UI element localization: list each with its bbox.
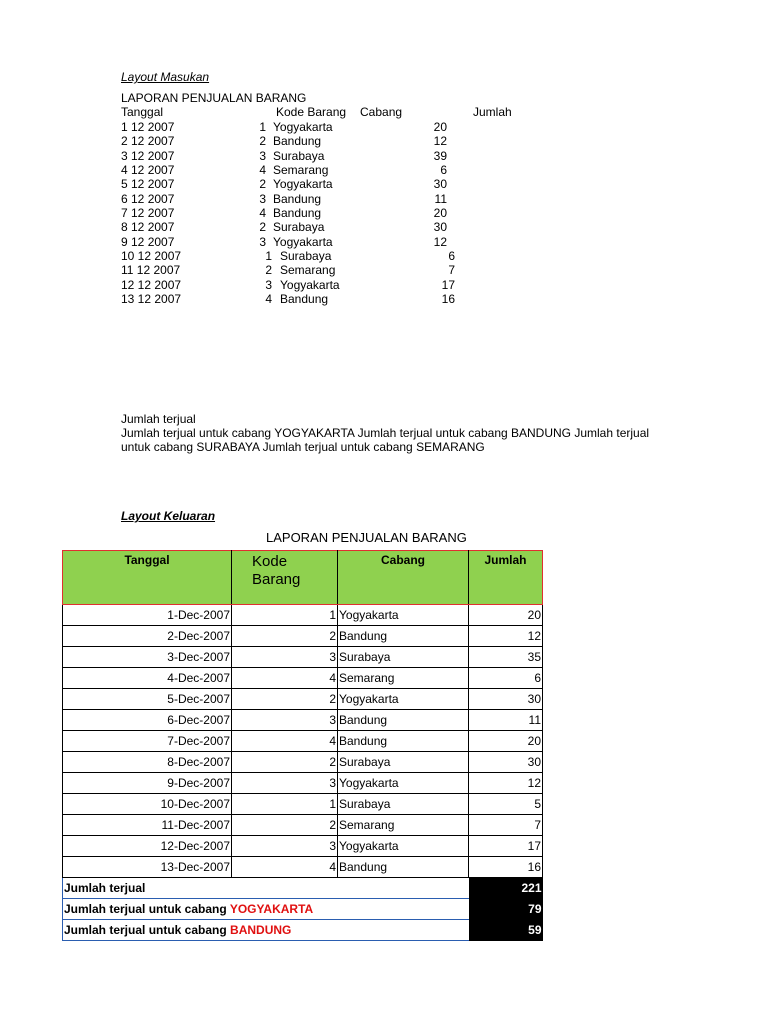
input-cell-tanggal: 6 12 2007 bbox=[121, 191, 175, 206]
input-data-row: 2 12 2007 2 Bandung 12 bbox=[121, 134, 447, 149]
table-row bbox=[63, 710, 543, 731]
input-cell-tanggal: 7 12 2007 bbox=[121, 205, 175, 220]
input-summary-line1: Jumlah terjual bbox=[121, 412, 196, 426]
input-cell-tanggal: 2 12 2007 bbox=[121, 134, 175, 149]
output-table bbox=[62, 550, 543, 941]
table-row bbox=[63, 794, 543, 815]
input-data-row: 4 12 2007 4 Semarang 6 bbox=[121, 162, 447, 177]
table-row bbox=[63, 773, 543, 794]
input-data-row: 6 12 2007 3 Bandung 11 bbox=[121, 191, 447, 206]
input-data-row: 10 12 2007 1 Surabaya 6 bbox=[121, 248, 455, 263]
table-row bbox=[63, 836, 543, 857]
cell-cabang: Surabaya bbox=[338, 647, 469, 668]
cell-tanggal: 11-Dec-2007 bbox=[63, 815, 232, 836]
summary-branch-highlight: BANDUNG bbox=[230, 923, 292, 937]
output-header-row bbox=[63, 551, 543, 605]
input-cell-cabang: Yogyakarta bbox=[273, 120, 333, 134]
input-cell-tanggal: 1 12 2007 bbox=[121, 120, 175, 134]
input-data-row: 11 12 2007 2 Semarang 7 bbox=[121, 263, 455, 278]
input-data-row: 8 12 2007 2 Surabaya 30 bbox=[121, 220, 447, 235]
cell-jumlah: 11 bbox=[469, 710, 543, 731]
input-cell-cabang: Surabaya bbox=[273, 220, 325, 235]
cell-kode: 1 bbox=[232, 794, 338, 815]
cell-cabang: Bandung bbox=[338, 857, 469, 878]
input-cell-cabang: Bandung bbox=[280, 291, 329, 306]
input-cell-tanggal: 13 12 2007 bbox=[121, 291, 182, 306]
cell-cabang: Bandung bbox=[338, 626, 469, 647]
table-row bbox=[63, 626, 543, 647]
cell-jumlah: 16 bbox=[469, 857, 543, 878]
input-summary-line3: untuk cabang SURABAYA Jumlah terjual untuk cabang SEMARANG bbox=[121, 440, 485, 454]
cell-jumlah: 17 bbox=[469, 836, 543, 857]
input-cell-tanggal: 10 12 2007 bbox=[121, 248, 182, 263]
summary-label bbox=[63, 878, 469, 899]
input-data-row: 9 12 2007 3 Yogyakarta 12 bbox=[121, 234, 447, 249]
cell-tanggal: 5-Dec-2007 bbox=[63, 689, 232, 710]
input-report-title: LAPORAN PENJUALAN BARANG bbox=[121, 91, 307, 105]
cell-jumlah: 20 bbox=[469, 605, 543, 626]
cell-kode: 2 bbox=[232, 752, 338, 773]
table-row bbox=[63, 689, 543, 710]
cell-cabang: Yogyakarta bbox=[338, 836, 469, 857]
cell-jumlah: 5 bbox=[469, 794, 543, 815]
input-header-cabang: Cabang bbox=[360, 105, 403, 119]
cell-jumlah: 30 bbox=[469, 689, 543, 710]
cell-tanggal: 13-Dec-2007 bbox=[63, 857, 232, 878]
table-row bbox=[63, 647, 543, 668]
output-header-kode bbox=[232, 551, 338, 605]
output-header-cabang: Cabang bbox=[338, 551, 469, 605]
cell-tanggal: 12-Dec-2007 bbox=[63, 836, 232, 857]
summary-label bbox=[63, 920, 469, 941]
table-row bbox=[63, 857, 543, 878]
input-data-row: 1 12 2007 1 Yogyakarta 20 bbox=[121, 120, 447, 134]
output-layout-heading: Layout Keluaran bbox=[121, 509, 216, 523]
table-row bbox=[63, 752, 543, 773]
table-row bbox=[63, 605, 543, 626]
cell-tanggal: 6-Dec-2007 bbox=[63, 710, 232, 731]
input-cell-cabang: Bandung bbox=[273, 191, 322, 206]
cell-tanggal: 3-Dec-2007 bbox=[63, 647, 232, 668]
output-report-title: LAPORAN PENJUALAN BARANG bbox=[266, 530, 467, 545]
summary-label-text: Jumlah terjual bbox=[64, 881, 146, 895]
summary-label-text: Jumlah terjual untuk cabang bbox=[64, 902, 230, 916]
cell-tanggal: 1-Dec-2007 bbox=[63, 605, 232, 626]
input-cell-tanggal: 5 12 2007 bbox=[121, 177, 175, 192]
summary-value: 221 bbox=[469, 878, 543, 899]
summary-row bbox=[63, 878, 543, 899]
cell-cabang: Yogyakarta bbox=[338, 773, 469, 794]
cell-kode: 4 bbox=[232, 731, 338, 752]
cell-cabang: Yogyakarta bbox=[338, 689, 469, 710]
cell-jumlah: 7 bbox=[469, 815, 543, 836]
input-header-kode: Kode Barang bbox=[276, 105, 347, 119]
output-table-body bbox=[63, 605, 543, 941]
input-data-row: 3 12 2007 3 Surabaya 39 bbox=[121, 148, 447, 163]
input-cell-tanggal: 4 12 2007 bbox=[121, 162, 175, 177]
cell-tanggal: 8-Dec-2007 bbox=[63, 752, 232, 773]
cell-kode: 3 bbox=[232, 647, 338, 668]
output-header-tanggal: Tanggal bbox=[63, 551, 232, 605]
summary-value: 79 bbox=[469, 899, 543, 920]
input-data-row: 7 12 2007 4 Bandung 20 bbox=[121, 205, 447, 220]
summary-row bbox=[63, 899, 543, 920]
output-header-kode-text: Kode Barang bbox=[252, 553, 301, 588]
summary-label-text: Jumlah terjual untuk cabang bbox=[64, 923, 231, 937]
input-cell-cabang: Yogyakarta bbox=[273, 177, 333, 192]
cell-tanggal: 2-Dec-2007 bbox=[63, 626, 232, 647]
input-data-row: 12 12 2007 3 Yogyakarta 17 bbox=[121, 277, 455, 292]
table-row bbox=[63, 668, 543, 689]
cell-tanggal: 10-Dec-2007 bbox=[63, 794, 232, 815]
cell-jumlah: 35 bbox=[469, 647, 543, 668]
input-cell-cabang: Bandung bbox=[273, 134, 322, 149]
input-cell-cabang: Yogyakarta bbox=[273, 234, 333, 249]
table-row bbox=[63, 731, 543, 752]
cell-jumlah: 12 bbox=[469, 773, 543, 794]
input-cell-cabang: Semarang bbox=[280, 263, 336, 278]
input-cell-tanggal: 3 12 2007 bbox=[121, 148, 175, 163]
cell-tanggal: 4-Dec-2007 bbox=[63, 668, 232, 689]
input-cell-cabang: Surabaya bbox=[280, 248, 332, 263]
cell-kode: 1 bbox=[232, 605, 338, 626]
cell-kode: 4 bbox=[232, 857, 338, 878]
input-cell-tanggal: 9 12 2007 bbox=[121, 234, 175, 249]
cell-cabang: Surabaya bbox=[338, 752, 469, 773]
cell-tanggal: 9-Dec-2007 bbox=[63, 773, 232, 794]
input-cell-cabang: Semarang bbox=[273, 162, 329, 177]
cell-cabang: Bandung bbox=[338, 731, 469, 752]
cell-kode: 3 bbox=[232, 773, 338, 794]
input-header-jumlah: Jumlah bbox=[473, 105, 512, 119]
input-cell-cabang: Bandung bbox=[273, 205, 322, 220]
cell-jumlah: 30 bbox=[469, 752, 543, 773]
input-cell-tanggal: 11 12 2007 bbox=[121, 263, 181, 278]
cell-cabang: Semarang bbox=[338, 815, 469, 836]
cell-jumlah: 20 bbox=[469, 731, 543, 752]
input-data-row: 13 12 2007 4 Bandung 16 bbox=[121, 291, 455, 306]
input-layout-heading: Layout Masukan bbox=[121, 70, 210, 84]
input-data-row: 5 12 2007 2 Yogyakarta 30 bbox=[121, 177, 447, 192]
cell-tanggal: 7-Dec-2007 bbox=[63, 731, 232, 752]
cell-cabang: Yogyakarta bbox=[338, 605, 469, 626]
cell-kode: 2 bbox=[232, 689, 338, 710]
input-cell-cabang: Surabaya bbox=[273, 148, 325, 163]
summary-row bbox=[63, 920, 543, 941]
summary-label bbox=[63, 899, 469, 920]
cell-kode: 2 bbox=[232, 815, 338, 836]
cell-kode: 4 bbox=[232, 668, 338, 689]
summary-value: 59 bbox=[469, 920, 543, 941]
cell-kode: 3 bbox=[232, 836, 338, 857]
summary-branch-highlight: YOGYAKARTA bbox=[229, 902, 314, 916]
table-row bbox=[63, 815, 543, 836]
input-header-tanggal: Tanggal bbox=[121, 105, 164, 119]
input-cell-cabang: Yogyakarta bbox=[280, 277, 340, 292]
cell-cabang: Bandung bbox=[338, 710, 469, 731]
input-cell-tanggal: 8 12 2007 bbox=[121, 220, 175, 235]
cell-cabang: Semarang bbox=[338, 668, 469, 689]
cell-cabang: Surabaya bbox=[338, 794, 469, 815]
output-header-jumlah: Jumlah bbox=[469, 551, 543, 605]
input-cell-tanggal: 12 12 2007 bbox=[121, 277, 182, 292]
input-summary-line2: Jumlah terjual untuk cabang YOGYAKARTA Jumlah terjual untuk cabang BANDUNG Jumlah terjual bbox=[121, 426, 650, 440]
cell-jumlah: 12 bbox=[469, 626, 543, 647]
cell-kode: 3 bbox=[232, 710, 338, 731]
cell-jumlah: 6 bbox=[469, 668, 543, 689]
cell-kode: 2 bbox=[232, 626, 338, 647]
input-header-row bbox=[121, 105, 541, 119]
